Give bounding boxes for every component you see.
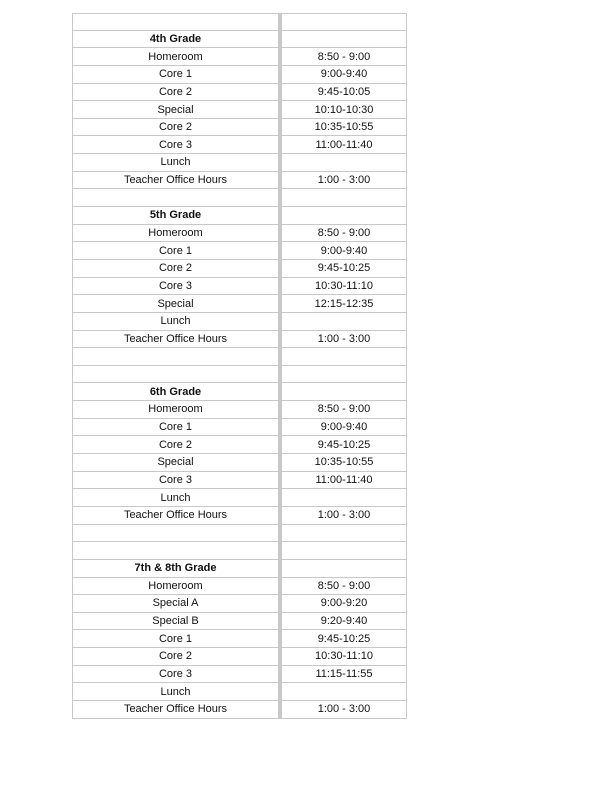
- period-label-cell: Teacher Office Hours: [72, 507, 279, 525]
- period-label-cell: Core 3: [72, 666, 279, 684]
- period-time-cell: 9:45-10:25: [279, 436, 407, 454]
- table-row: [72, 525, 407, 543]
- table-row: [72, 401, 407, 419]
- table-row: [72, 666, 407, 684]
- table-row: [72, 419, 407, 437]
- period-label-cell: Core 1: [72, 242, 279, 260]
- period-time-cell: 8:50 - 9:00: [279, 578, 407, 596]
- table-row: [72, 560, 407, 578]
- period-label-cell: Lunch: [72, 489, 279, 507]
- period-time-cell: [279, 560, 407, 578]
- period-label-cell: [72, 542, 279, 560]
- table-row: [72, 507, 407, 525]
- table-row: [72, 13, 407, 31]
- period-time-cell: 10:35-10:55: [279, 119, 407, 137]
- period-time-cell: 9:45-10:05: [279, 84, 407, 102]
- period-label-cell: Teacher Office Hours: [72, 172, 279, 190]
- period-time-cell: 1:00 - 3:00: [279, 701, 407, 719]
- period-label-cell: Core 3: [72, 472, 279, 490]
- table-row: [72, 225, 407, 243]
- period-time-cell: 9:45-10:25: [279, 630, 407, 648]
- period-time-cell: 10:30-11:10: [279, 278, 407, 296]
- period-time-cell: 11:00-11:40: [279, 136, 407, 154]
- table-row: [72, 313, 407, 331]
- table-row: [72, 630, 407, 648]
- period-time-cell: [279, 13, 407, 31]
- period-time-cell: 12:15-12:35: [279, 295, 407, 313]
- period-label-cell: Core 2: [72, 648, 279, 666]
- period-label-cell: Lunch: [72, 154, 279, 172]
- table-row: [72, 242, 407, 260]
- period-label-cell: [72, 13, 279, 31]
- period-time-cell: 11:00-11:40: [279, 472, 407, 490]
- table-row: [72, 701, 407, 719]
- table-row: [72, 542, 407, 560]
- table-row: [72, 472, 407, 490]
- table-row: [72, 278, 407, 296]
- table-row: [72, 101, 407, 119]
- period-label-cell: [72, 525, 279, 543]
- table-row: [72, 366, 407, 384]
- period-label-cell: [72, 348, 279, 366]
- grade-heading-cell: 4th Grade: [72, 31, 279, 49]
- schedule-table: [72, 13, 407, 719]
- period-label-cell: [72, 189, 279, 207]
- period-label-cell: Homeroom: [72, 48, 279, 66]
- period-time-cell: 9:00-9:40: [279, 242, 407, 260]
- table-row: [72, 454, 407, 472]
- table-row: [72, 648, 407, 666]
- period-time-cell: 11:15-11:55: [279, 666, 407, 684]
- period-time-cell: 9:45-10:25: [279, 260, 407, 278]
- period-label-cell: Core 2: [72, 436, 279, 454]
- table-row: [72, 578, 407, 596]
- table-row: [72, 136, 407, 154]
- period-label-cell: Homeroom: [72, 225, 279, 243]
- table-row: [72, 383, 407, 401]
- table-row: [72, 84, 407, 102]
- period-label-cell: Core 3: [72, 278, 279, 296]
- period-label-cell: Homeroom: [72, 578, 279, 596]
- period-time-cell: [279, 383, 407, 401]
- period-time-cell: [279, 683, 407, 701]
- period-time-cell: [279, 525, 407, 543]
- period-label-cell: Special: [72, 101, 279, 119]
- table-row: [72, 683, 407, 701]
- period-time-cell: 10:35-10:55: [279, 454, 407, 472]
- table-row: [72, 331, 407, 349]
- table-row: [72, 436, 407, 454]
- period-time-cell: 8:50 - 9:00: [279, 48, 407, 66]
- grade-heading-cell: 7th & 8th Grade: [72, 560, 279, 578]
- period-time-cell: 10:10-10:30: [279, 101, 407, 119]
- period-label-cell: Special B: [72, 613, 279, 631]
- period-label-cell: Teacher Office Hours: [72, 701, 279, 719]
- period-time-cell: 9:00-9:20: [279, 595, 407, 613]
- table-row: [72, 348, 407, 366]
- period-time-cell: [279, 154, 407, 172]
- period-label-cell: Core 1: [72, 66, 279, 84]
- period-label-cell: Core 2: [72, 119, 279, 137]
- table-row: [72, 295, 407, 313]
- period-time-cell: [279, 348, 407, 366]
- table-row: [72, 595, 407, 613]
- period-label-cell: Core 3: [72, 136, 279, 154]
- period-label-cell: Core 1: [72, 630, 279, 648]
- period-time-cell: [279, 489, 407, 507]
- period-label-cell: Lunch: [72, 683, 279, 701]
- period-label-cell: Special A: [72, 595, 279, 613]
- table-row: [72, 154, 407, 172]
- table-row: [72, 260, 407, 278]
- table-row: [72, 489, 407, 507]
- table-row: [72, 66, 407, 84]
- period-time-cell: 8:50 - 9:00: [279, 225, 407, 243]
- period-time-cell: 10:30-11:10: [279, 648, 407, 666]
- period-time-cell: [279, 366, 407, 384]
- table-row: [72, 119, 407, 137]
- period-label-cell: Lunch: [72, 313, 279, 331]
- period-label-cell: Homeroom: [72, 401, 279, 419]
- period-time-cell: [279, 31, 407, 49]
- period-label-cell: [72, 366, 279, 384]
- period-label-cell: Special: [72, 454, 279, 472]
- grade-heading-cell: 6th Grade: [72, 383, 279, 401]
- grade-heading-cell: 5th Grade: [72, 207, 279, 225]
- table-row: [72, 31, 407, 49]
- table-row: [72, 189, 407, 207]
- period-time-cell: 8:50 - 9:00: [279, 401, 407, 419]
- period-label-cell: Special: [72, 295, 279, 313]
- table-row: [72, 48, 407, 66]
- period-label-cell: Core 2: [72, 84, 279, 102]
- period-label-cell: Core 1: [72, 419, 279, 437]
- period-time-cell: 1:00 - 3:00: [279, 507, 407, 525]
- period-time-cell: [279, 313, 407, 331]
- period-label-cell: Core 2: [72, 260, 279, 278]
- period-time-cell: 9:00-9:40: [279, 419, 407, 437]
- period-time-cell: 9:20-9:40: [279, 613, 407, 631]
- table-row: [72, 207, 407, 225]
- table-row: [72, 613, 407, 631]
- period-time-cell: 1:00 - 3:00: [279, 331, 407, 349]
- period-time-cell: 1:00 - 3:00: [279, 172, 407, 190]
- table-row: [72, 172, 407, 190]
- period-time-cell: [279, 207, 407, 225]
- period-time-cell: [279, 189, 407, 207]
- period-label-cell: Teacher Office Hours: [72, 331, 279, 349]
- period-time-cell: [279, 542, 407, 560]
- period-time-cell: 9:00-9:40: [279, 66, 407, 84]
